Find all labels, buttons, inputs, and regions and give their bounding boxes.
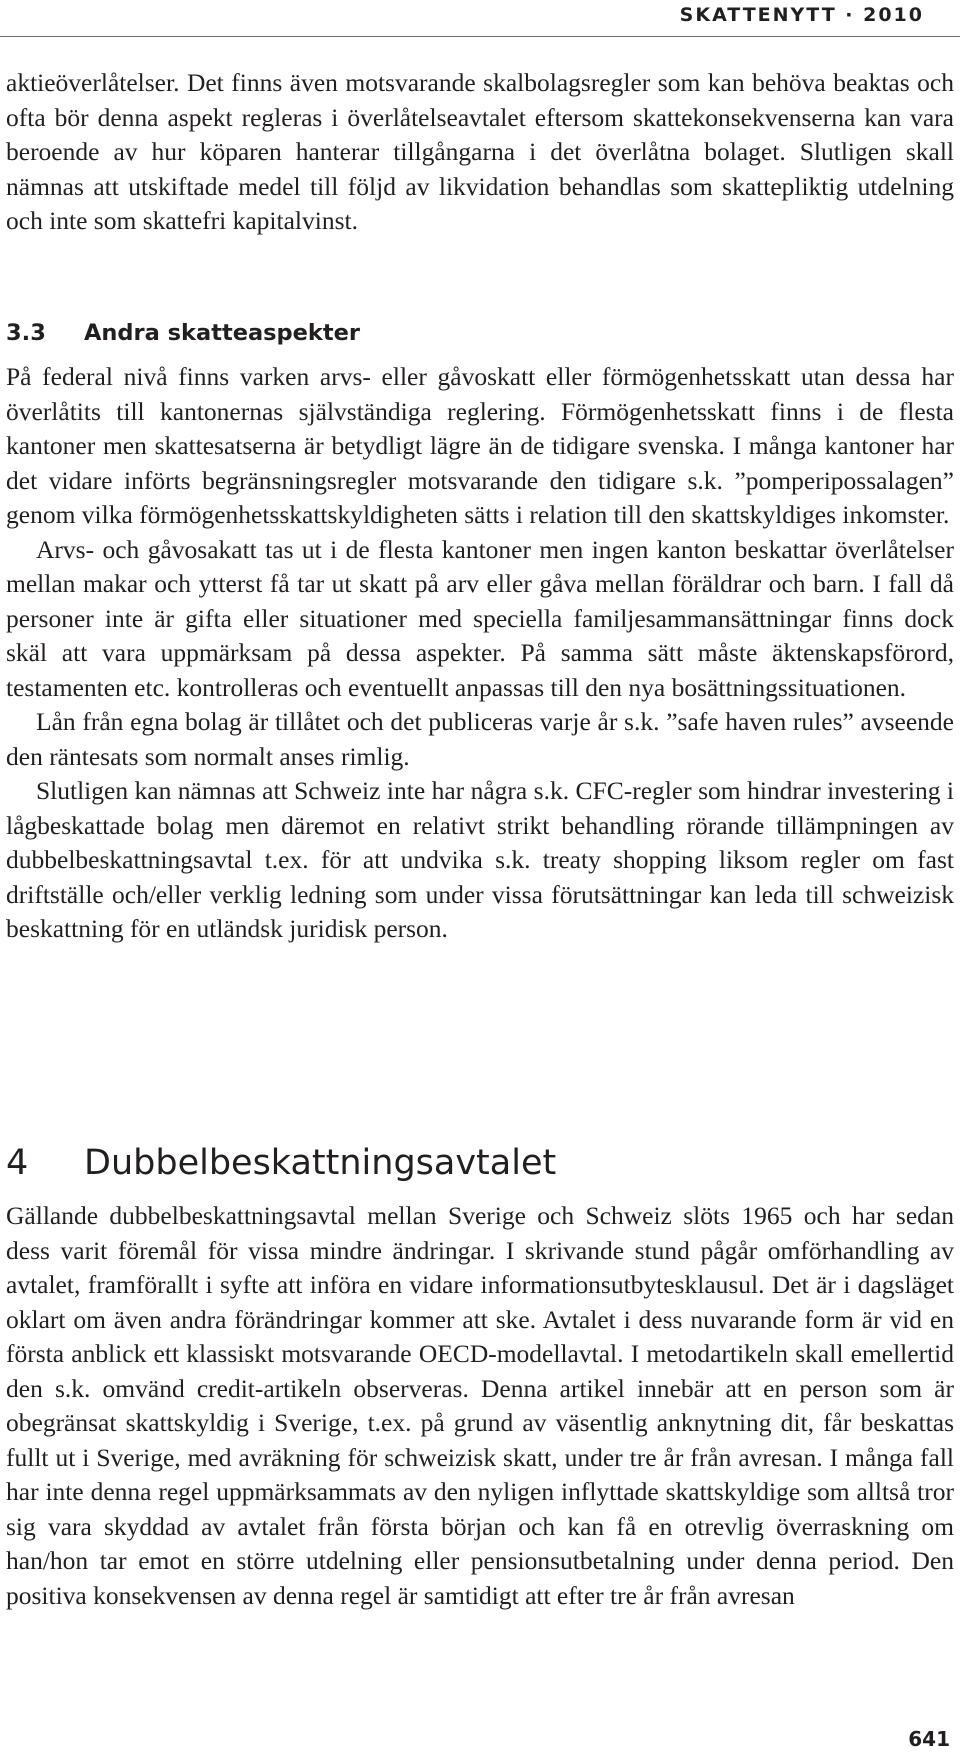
subsection-number: 3.3 (6, 320, 46, 346)
paragraph: Lån från egna bolag är tillåtet och det publiceras varje år s.k. ”safe haven rules” avseende den räntesats som normalt anses rimlig. (6, 707, 954, 771)
paragraph: Gällande dubbelbeskattningsavtal mellan Sverige och Schweiz slöts 1965 och har sedan dess varit föremål för vissa mindre ändringar. I skrivande stund pågår omförhandling av avtalet, framförallt i syfte att införa en vidare informationsutbytesklausul. Det är i dagsläget oklart om även andra förändringar kommer att ske. Avtalet i dess nuvarande form är vid en första anblick ett klassiskt motsvarande OECD-modellavtal. I metodartikeln skall emellertid den s.k. omvänd credit-artikeln observeras. Denna artikel innebär att en person som är obegränsat skattskyldig i Sverige, t.ex. på grund av väsentlig anknytning dit, får beskattas fullt ut i Sverige, med avräkning för schweizisk skatt, under tre år från avresan. I många fall har inte denna regel uppmärksammats av den nyligen inflyttade skattskyldige som alltså tror sig vara skyddad av avtalet från första början och kan få en otrevlig överraskning om han/hon tar emot en större utdelning eller pensionsutbetalning under denna period. Den positiva konsekvensen av denna regel är samtidigt att efter tre år från avresan (6, 1201, 954, 1610)
section-title: Dubbelbeskattningsavtalet (84, 1143, 557, 1183)
paragraph: Arvs- och gåvosakatt tas ut i de flesta kantoner men ingen kanton beskattar överlåtelser mellan makar och ytterst få tar ut skatt på arv eller gåva mellan föräldrar och barn. I fall då personer inte är gifta eller situationer med speciella familjesammansättningar finns dock skäl att vara uppmärksam på dessa aspekter. På samma sätt måste äktenskapsförord, testamenten etc. kontrolleras och eventuellt anpassas till den nya bosättningssituationen. (6, 534, 954, 702)
header-rule (0, 36, 960, 37)
paragraph: Slutligen kan nämnas att Schweiz inte har några s.k. CFC-regler som hindrar investering i lågbeskattade bolag men däremot en relativt strikt behandling rörande tillämpningen av dubbelbeskattningsavtal t.ex. för att undvika s.k. treaty shopping liksom regler om fast driftställe och/eller verklig ledning som under vissa förutsättningar kan leda till schweizisk beskattning för en utländsk juridisk person. (6, 776, 954, 943)
intro-paragraph: aktieöverlåtelser. Det finns även motsvarande skalbolagsregler som kan behöva beaktas och ofta bör denna aspekt regleras i överlåtelseavtalet eftersom skattekonsekvenserna kan vara beroende av hur köparen hanterar tillgångarna i det överlåtna bolaget. Slutligen skall nämnas att utskiftade medel till följd av likvidation behandlas som skattepliktig utdelning och inte som skattefri kapitalvinst. (6, 68, 954, 235)
subsection-title: Andra skatteaspekter (84, 320, 360, 346)
intro-text-block (6, 66, 954, 239)
section-number: 4 (6, 1143, 29, 1183)
section-heading (6, 1141, 556, 1185)
running-header: SKATTENYTT · 2010 (679, 4, 924, 26)
subsection-heading (6, 318, 360, 348)
subsection-body (6, 360, 954, 947)
section-body (6, 1199, 954, 1613)
paragraph: På federal nivå finns varken arvs- eller gåvoskatt eller förmögenhetsskatt utan dessa har överlåtits till kantonernas självständiga reglering. Förmögenhetsskatt finns i de flesta kantoner men skattesatserna är betydligt lägre än de tidigare svenska. I många kantoner har det vidare införts begränsningsregler motsvarande den tidigare s.k. ”pomperipossalagen” genom vilka förmögenhetsskattskyldigheten sätts i relation till den skattskyldiges inkomster. (6, 362, 954, 529)
page-number: 641 (908, 1727, 950, 1751)
